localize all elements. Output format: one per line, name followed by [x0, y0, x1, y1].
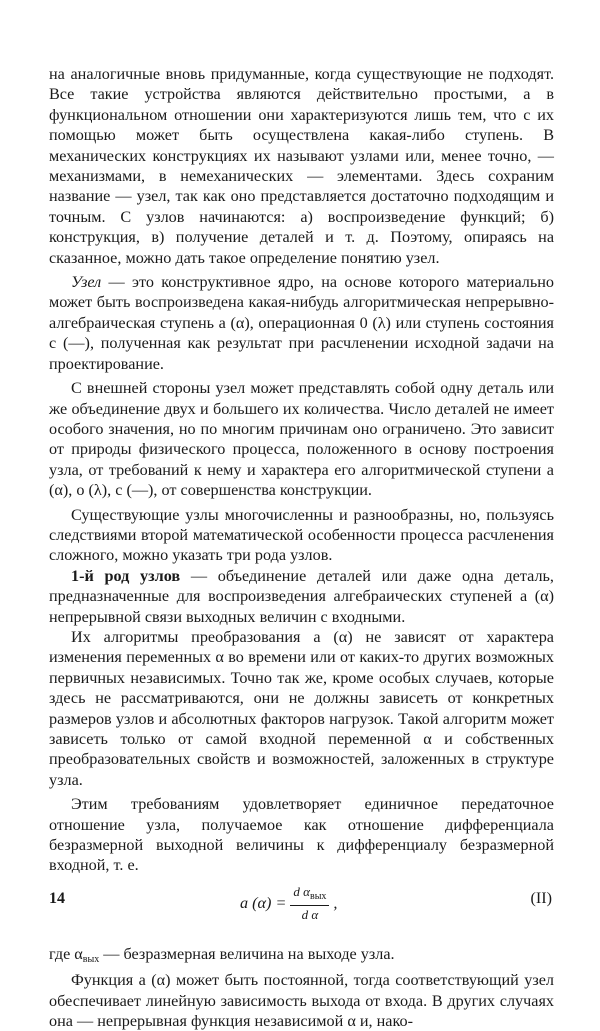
equation-body [240, 884, 337, 922]
numerator-subscript: вых [309, 890, 327, 902]
equation-label: (II) [530, 888, 552, 907]
paragraph-8-lead: где α [49, 944, 83, 963]
paragraph-8 [49, 944, 554, 970]
equation-lhs: a (α) = [240, 893, 287, 912]
alpha-subscript: вых [82, 953, 100, 965]
paragraph-9: Функция a (α) может быть постоянной, тогда соответствующий узел обеспечивает линейную зависимость выхода от входа. В других случаях она — непрерывная функция независимой α и, нако- [49, 971, 554, 1031]
page-number: 14 [49, 890, 65, 907]
equation-numerator [290, 884, 329, 906]
equation-fraction [290, 884, 329, 922]
equation-II [49, 882, 554, 922]
paragraph-1: на аналогичные вновь придуманные, когда существующие не подходят. Все такие устройства являются действительно простыми, а в функциональном отношении они характеризуются лишь тем, что с их помощью может быть осуществлена какая-либо ступень. В механических конструкциях их называют узлами или, менее точно, — механизмами, в немеханических — элементами. Здесь сохраним название — узел, так как оно представляется достаточно подходящим и точным. С узлов начинаются: а) воспроизведение функций; б) конструкция, в) получение деталей и т. д. Поэтому, опираясь на сказанное, можно дать такое определение понятию узел. [49, 65, 554, 267]
equation-denominator: d α [301, 906, 319, 922]
equation-comma: , [333, 893, 338, 912]
paragraph-7: Этим требованиям удовлетворяет единичное передаточное отношение узла, получаемое как отношение дифференциала безразмерной выходной величины к дифференциалу безразмерной входной, т. е. [49, 795, 554, 875]
paragraph-2-definition [49, 272, 554, 374]
paragraph-5-body: — объединение деталей или даже одна деталь, предназначенные для воспроизведения алгебраических ступеней a (α) непрерывной связи выходных величин с входными. [49, 566, 554, 626]
term-uzel: Узел [71, 273, 102, 292]
paragraph-4: Существующие узлы многочисленны и разнообразны, но, пользуясь следствиями второй математической особенности процесса расчленения сложного, можно указать три рода узлов. [49, 505, 554, 565]
paragraph-6: Их алгоритмы преобразования a (α) не зависят от характера изменения переменных α во времени или от каких-то других возможных первичных независимых. Точно так же, кроме особых случаев, которые здесь не рассматриваются, они не должны зависеть от конкретных размеров узлов и абсолютных факторов нагрузок. Такой алгоритм может зависеть только от самой входной переменной α и собственных преобразовательных свойств и возможностей, заложенных в структуре узла. [49, 627, 554, 789]
paragraph-8-body: — безразмерная величина на выходе узла. [99, 944, 395, 963]
paragraph-2-body: — это конструктивное ядро, на основе которого материально может быть воспроизведена какая-нибудь алгоритмическая непрерывно-алгебраическая ступень a (α), операционная 0 (λ) или ступень состояния c (—), полученная как результат при расчленении исходной задачи на проектирование. [49, 273, 554, 373]
paragraph-5-first-kind [49, 566, 554, 627]
document-page [49, 64, 554, 1031]
numerator-text: d α [293, 883, 310, 899]
paragraph-3: С внешней стороны узел может представлять собой одну деталь или же объединение двух и большего их количества. Число деталей не имеет особого значения, но по многим причинам оно ограничено. Это зависит от природы физического процесса, положенного в основу построения узла, от требований к нему и характера его алгоритмической ступени a (α), o (λ), c (—), от совершенства конструкции. [49, 379, 554, 500]
heading-first-kind: 1-й род узлов [71, 566, 181, 585]
